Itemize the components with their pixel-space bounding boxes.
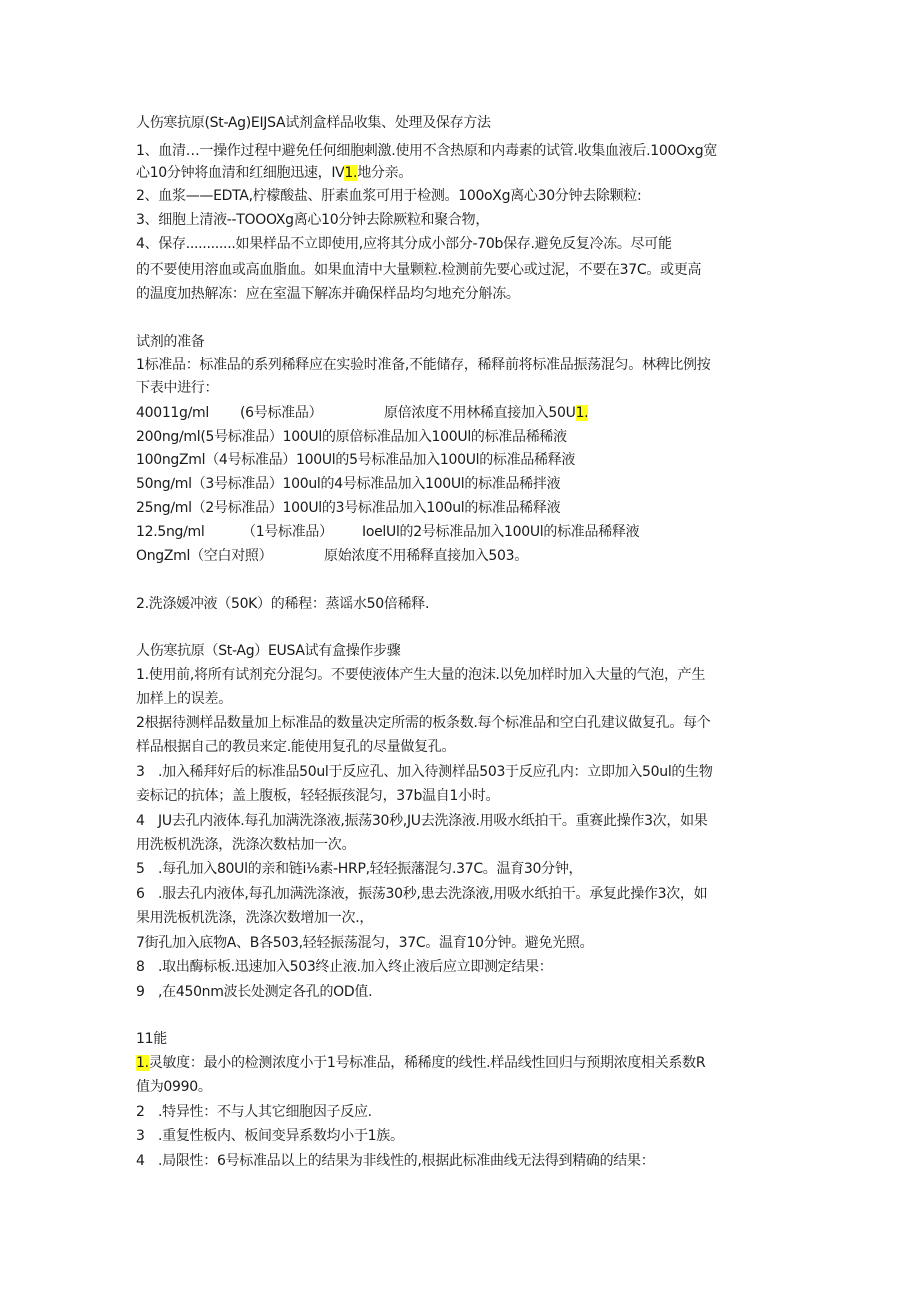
- step6-line2: 果用洗板机洗涤，洗涤次数增加一次.，: [136, 910, 374, 926]
- section1-item1-line1: 1、血清…一操作过程中避免任何细胞刺激.使用不含热原和内毒素的试管.收集血液后.100Oxg宽: [136, 143, 718, 159]
- perf-number: 2: [136, 1104, 145, 1120]
- step3-line2: 妾标记的抗体；盖上腹板，轻轻振孩混匀，37b温自1小时。: [136, 788, 500, 804]
- section4-title: 11能: [136, 1031, 167, 1047]
- step-text: .取出酶标板.迅速加入503终止液.加入终止液后应立即测定结果：: [158, 959, 553, 975]
- section1-item3: 3、细胞上清液--TOOOXg离心10分钟去除厥粒和聚合物，: [136, 212, 490, 228]
- perf4: [136, 1151, 654, 1173]
- step1-line1: 1.使用前,将所有试剂充分混匀。不要使液体产生大量的泡沫.以免加样时加入大量的气泡，产生: [136, 667, 706, 683]
- step-number: 3: [136, 764, 145, 780]
- step1-line2: 加样上的误差。: [136, 691, 232, 707]
- step-number: 6: [136, 886, 145, 902]
- standard-row-1: [136, 522, 639, 544]
- step-text: ,在450nm波长处测定各孔的OD值.: [158, 984, 373, 1000]
- row-label: (6号标准品）: [240, 405, 323, 421]
- step9-line1: [136, 982, 372, 1004]
- perf-number: 4: [136, 1153, 145, 1169]
- step8-line1: [136, 957, 552, 979]
- step7-line1: 7街孔加入底物A、B各503,轻轻振荡混匀，37C。温育10分钟。避免光照。: [136, 935, 594, 951]
- highlight-mark: 1.: [575, 405, 589, 421]
- section1-item4-line2: 的不要使用溶血或高血脂血。如果血清中大量颗粒.检测前先要心或过泥，不要在37C。或更高: [136, 262, 702, 278]
- section1-item2: 2、血浆——EDTA,柠檬酸盐、肝素血浆可用于检测。100oXg离心30分钟去除颗粒:: [136, 188, 642, 204]
- perf1-line1: [136, 1053, 705, 1075]
- section1-item4-line1: 4、保存............如果样品不立即使用,应将其分成小部分-70b保存.避免反复冷冻。尽可能: [136, 236, 672, 252]
- perf3: [136, 1126, 404, 1148]
- section2-p1-line2: 下表中进行：: [136, 380, 219, 396]
- row-desc: 原始浓度不用稀释直接加入503。: [324, 548, 528, 564]
- highlight-mark: 1.: [136, 1055, 149, 1071]
- step2-line2: 样品根据自己的教员来定.能使用复孔的尽量做复孔。: [136, 739, 456, 755]
- text-fragment: 地分亲。: [357, 165, 412, 181]
- standard-row-6: [136, 403, 588, 425]
- step-number: 9: [136, 984, 145, 1000]
- step-text: .服去孔内液体,每孔加满洗涤液，振荡30秒,患去洗涤液,用吸水纸拍干。承复此操作3次，如: [158, 886, 708, 902]
- perf1-line2: 值为0990。: [136, 1079, 212, 1095]
- standard-row-2: 25ng∕ml（2号标准品）100Ul的3号标准品加入100ul的标准品稀释液: [136, 500, 561, 516]
- step2-line1: 2根据待测样品数量加上标准品的数量决定所需的板条数.每个标准品和空白孔建议做复孔。每个: [136, 715, 711, 731]
- section2-title: 试剂的准备: [136, 334, 205, 350]
- row-conc: 40011g∕ml: [136, 405, 209, 421]
- section1-item1-line2: [136, 163, 412, 185]
- text-fragment: 心10分钟将血清和红细胞迅速，IV: [136, 165, 345, 181]
- section1-item4-line3: 的温度加热解冻：应在室温下解冻并确保样品均匀地充分斛冻。: [136, 286, 520, 302]
- perf-number: 3: [136, 1128, 145, 1144]
- step-text: .加入稀拜好后的标准品50ul于反应孔、加入待测样品503于反应孔内：立即加入50ul的生物: [158, 764, 713, 780]
- row-conc: OngZml（空白对照）: [136, 548, 273, 564]
- row-desc: 原倍浓度不用林稀直接加入50U: [384, 405, 576, 421]
- step-text: .每孔加入80Ul的亲和链i⅛素-HRP,轻轻振藩混匀.37C。温育30分钟，: [158, 861, 583, 877]
- standard-row-blank: [136, 546, 528, 568]
- row-conc: 12.5ng∕ml: [136, 524, 205, 540]
- section1-title: 人伤寒抗原(St-Ag)EIJSA试剂盒样品收集、处理及保存方法: [136, 115, 491, 131]
- row-desc: IoelUl的2号标准品加入100Ul的标准品稀释液: [362, 524, 640, 540]
- standard-row-3: 50ng∕ml（3号标准品）100ul的4号标准品加入100Ul的标准品稀拌液: [136, 476, 561, 492]
- perf-text: .特异性：不与人其它细胞因子反应.: [158, 1104, 372, 1120]
- step-number: 8: [136, 959, 145, 975]
- highlight-mark: 1.: [344, 165, 358, 181]
- step3-line1: [136, 762, 713, 784]
- step-number: 4: [136, 813, 145, 829]
- standard-row-4: 100ngZml（4号标准品）100Ul的5号标准品加入100Ul的标准品稀释液: [136, 452, 576, 468]
- step5-line1: [136, 859, 582, 881]
- step4-line1: [136, 811, 707, 833]
- standard-row-5: 200ng∕ml(5号标准品）100Ul的原倍标准品加入100Ul的标准品稀稀液: [136, 429, 567, 445]
- step6-line1: [136, 884, 707, 906]
- step-number: 5: [136, 861, 145, 877]
- step-text: JU去孔内液体.每孔加满洗涤液,振荡30秒,JU去洗涤液.用吸水纸拍干。重赛此操作3次，如果: [158, 813, 708, 829]
- perf-text: 灵敏度：最小的检测浓度小于1号标准品，稀稀度的线性.样品线性回归与预期浓度相关系数R: [148, 1055, 706, 1071]
- step4-line2: 用洗板机洗涤，洗涤次数枯加一次。: [136, 837, 356, 853]
- row-label: （1号标准品）: [242, 524, 333, 540]
- section3-title: 人伤寒抗原（St-Ag）EUSA试有盒操作步骤: [136, 643, 401, 659]
- section2-p1-line1: 1标准品：标准品的系列稀释应在实验时准备,不能储存，稀释前将标准品振荡混匀。林稗比例按: [136, 357, 711, 373]
- perf-text: .重复性板内、板间变异系数均小于1族。: [158, 1128, 404, 1144]
- perf-text: .局限性：6号标准品以上的结果为非线性的,根据此标准曲线无法得到精确的结果：: [158, 1153, 655, 1169]
- perf2: [136, 1102, 372, 1124]
- section2-p2: 2.洗涤媛冲液（50K）的稀程：蒸谣水50倍稀释.: [136, 596, 430, 612]
